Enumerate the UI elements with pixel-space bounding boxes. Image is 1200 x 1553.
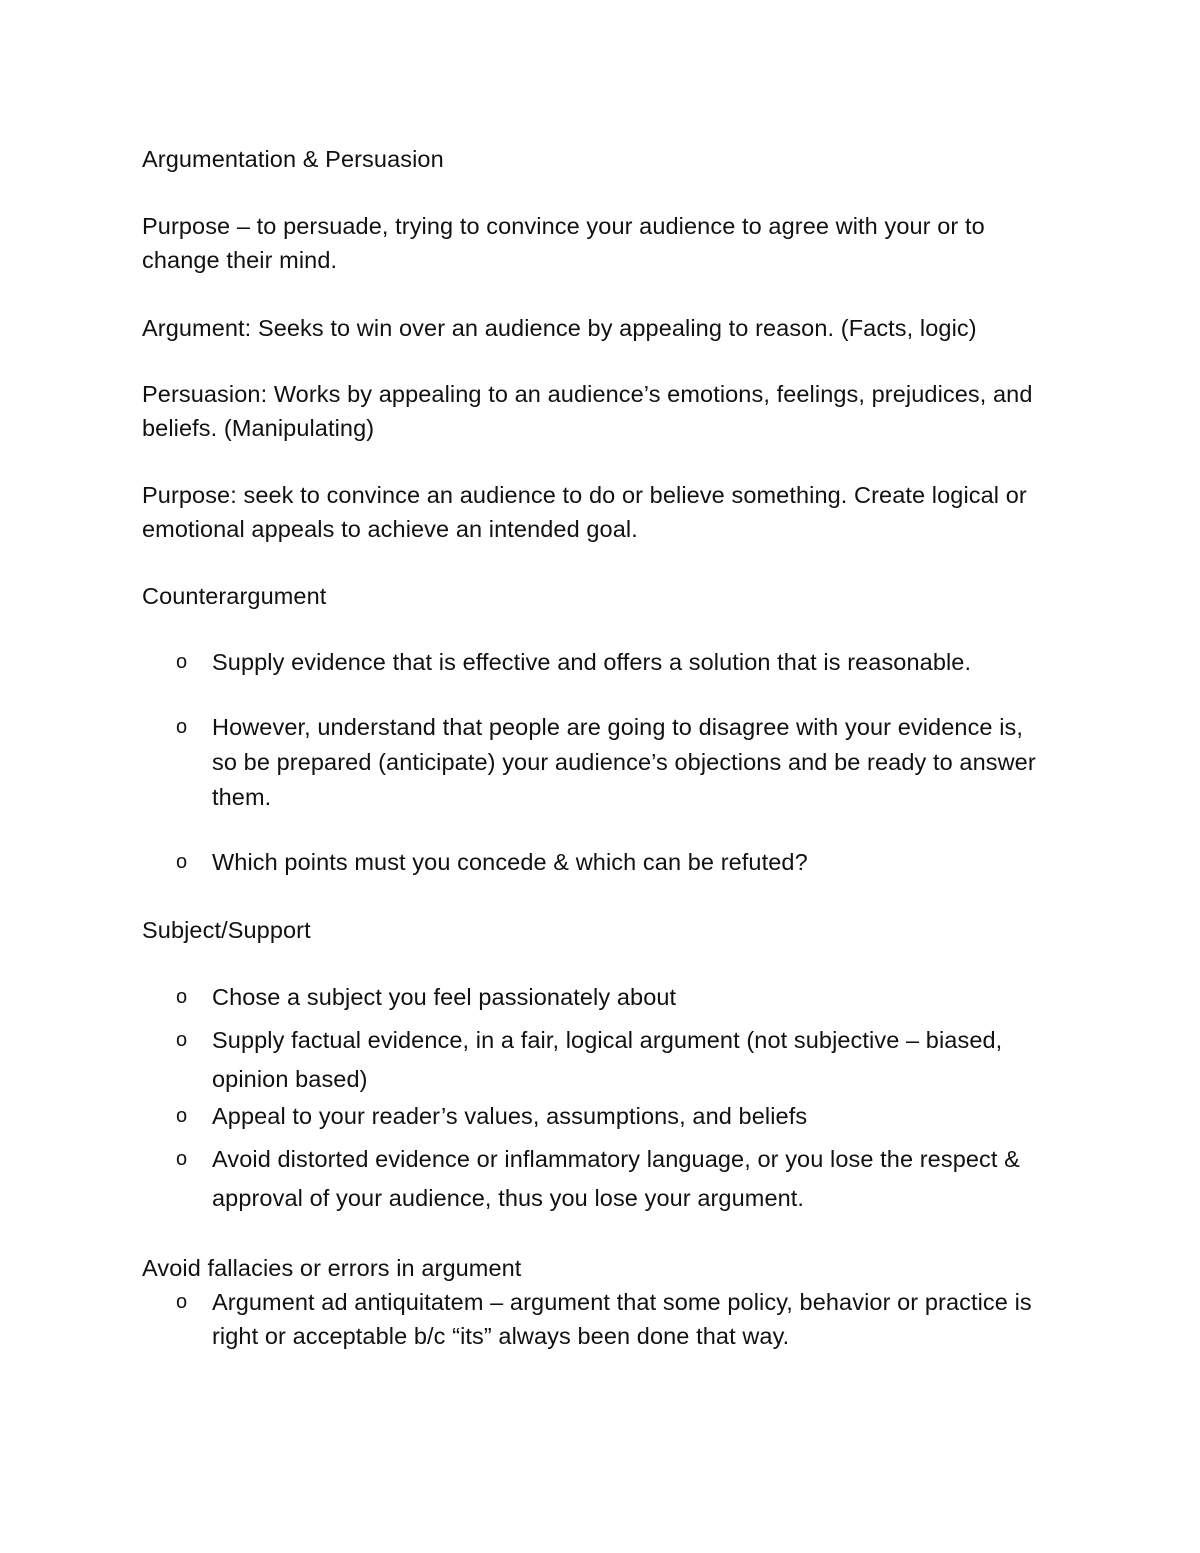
purpose-paragraph: Purpose – to persuade, trying to convince your audience to agree with your or to change their mind. (142, 213, 985, 273)
bullet-icon: o (176, 716, 188, 738)
subject-support-heading: Subject/Support (142, 917, 311, 943)
argument-paragraph: Argument: Seeks to win over an audience by appealing to reason. (Facts, logic) (142, 315, 977, 341)
bullet-icon: o (176, 1148, 188, 1170)
bullet-icon: o (176, 651, 188, 673)
list-item-text: Chose a subject you feel passionately about (212, 984, 677, 1010)
bullet-icon: o (176, 1029, 188, 1051)
list-item-text: Argument ad antiquitatem – argument that some policy, behavior or practice is right or acceptable b/c “its” always been done that way. (212, 1289, 1032, 1349)
bullet-icon: o (176, 1105, 188, 1127)
persuasion-paragraph: Persuasion: Works by appealing to an audience’s emotions, feelings, prejudices, and beliefs. (Manipulating) (142, 381, 1033, 441)
list-item-text: Avoid distorted evidence or inflammatory language, or you lose the respect & approval of your audience, thus you lose your argument. (212, 1146, 1020, 1211)
bullet-icon: o (176, 986, 188, 1008)
counterargument-heading: Counterargument (142, 583, 327, 609)
list-item-text: Supply factual evidence, in a fair, logical argument (not subjective – biased, opinion based) (212, 1027, 1003, 1092)
list-item-text: Appeal to your reader’s values, assumptions, and beliefs (212, 1103, 808, 1129)
list-item-text: Supply evidence that is effective and offers a solution that is reasonable. (212, 649, 972, 675)
purpose-goal-paragraph: Purpose: seek to convince an audience to do or believe something. Create logical or emotional appeals to achieve an intended goal. (142, 482, 1027, 542)
fallacies-heading: Avoid fallacies or errors in argument (142, 1255, 522, 1281)
list-item-text: Which points must you concede & which can be refuted? (212, 849, 808, 875)
bullet-icon: o (176, 851, 188, 873)
bullet-icon: o (176, 1291, 188, 1313)
list-item-text: However, understand that people are going to disagree with your evidence is, so be prepared (anticipate) your audience’s objections and be ready to answer them. (212, 714, 1036, 810)
document-title: Argumentation & Persuasion (142, 146, 444, 172)
